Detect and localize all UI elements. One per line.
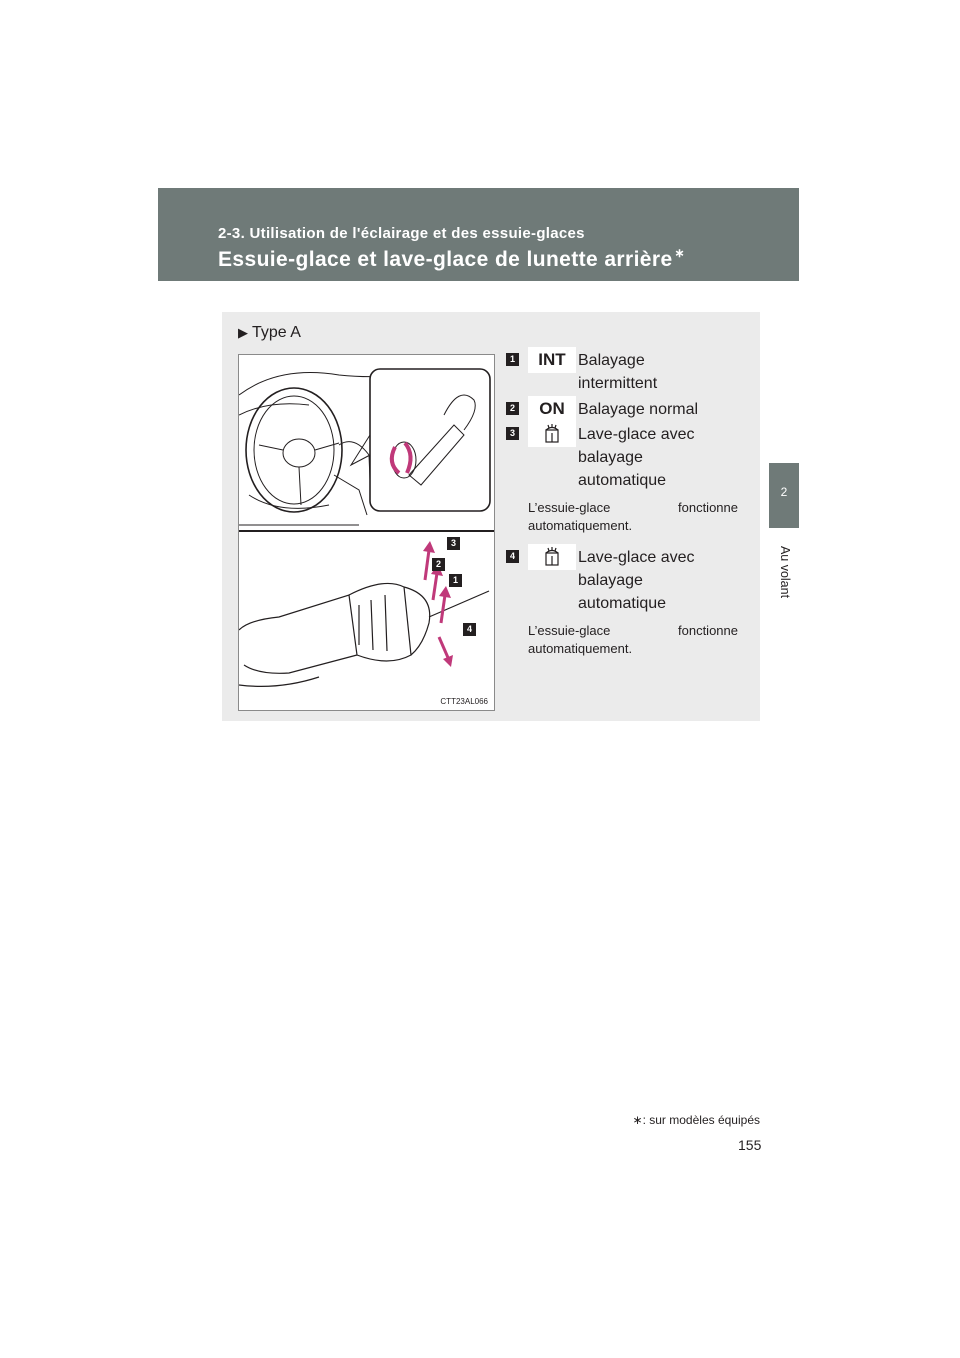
page-title-text: Essuie-glace et lave-glace de lunette arrière: [218, 248, 673, 271]
item-label-line: Lave-glace avec: [578, 426, 695, 443]
footnote: [633, 1113, 760, 1127]
item-number: 4: [506, 550, 519, 563]
section-subtitle: 2-3. Utilisation de l'éclairage et des essuie-glaces: [218, 225, 585, 242]
washer-icon: [528, 544, 576, 570]
item-label: [578, 349, 742, 395]
item-label: Balayage normal: [578, 401, 699, 418]
figure-callout-3: 3: [447, 537, 460, 550]
item-note: L’essuie-glace fonctionne automatiquement.: [528, 623, 738, 656]
chapter-label: Au volant: [778, 545, 792, 599]
wiper-lever-illustration: [238, 354, 495, 711]
item-label-line: automatique: [578, 472, 667, 489]
item-label-line: intermittent: [578, 375, 658, 392]
item-label-line: Balayage: [578, 352, 645, 369]
washer-icon: [528, 421, 576, 447]
item-label: [578, 546, 742, 615]
type-heading: [238, 324, 301, 342]
item-label: [578, 423, 742, 492]
page-title: [218, 248, 685, 272]
illustration-drawing: [239, 355, 494, 710]
item-label-line: Lave-glace avec: [578, 549, 695, 566]
item-note: L’essuie-glace fonctionne automatiquement.: [528, 500, 738, 533]
footnote-text: : sur modèles équipés: [642, 1113, 760, 1127]
item-label-line: balayage: [578, 449, 643, 466]
int-symbol: INT: [528, 347, 576, 373]
item-label-line: automatique: [578, 595, 667, 612]
content-panel: [222, 312, 760, 721]
type-label: Type A: [252, 324, 301, 341]
item-number: 2: [506, 402, 519, 415]
figure-callout-1: 1: [449, 574, 462, 587]
page-number: 155: [738, 1137, 762, 1153]
figure-callout-2: 2: [432, 558, 445, 571]
figure-code: CTT23AL066: [440, 697, 488, 706]
asterisk-mark: ∗: [632, 1113, 643, 1127]
section-header: [158, 188, 799, 281]
item-number: 1: [506, 353, 519, 366]
item-label-line: balayage: [578, 572, 643, 589]
on-symbol: ON: [528, 396, 576, 422]
asterisk-mark: ∗: [674, 246, 686, 260]
item-number: 3: [506, 427, 519, 440]
chapter-tab: [769, 463, 799, 528]
chapter-number: 2: [780, 485, 788, 499]
figure-callout-4: 4: [463, 623, 476, 636]
triangle-marker-icon: ▶: [238, 325, 248, 340]
